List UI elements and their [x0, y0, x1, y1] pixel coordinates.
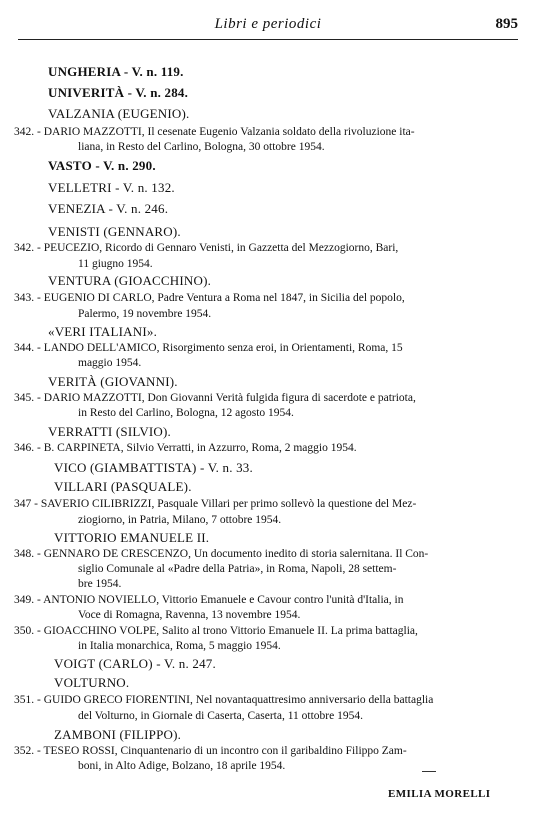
- signature-mark: [422, 771, 436, 772]
- index-heading-villari: VILLARI (PASQUALE).: [54, 479, 192, 494]
- index-heading-univerita: UNIVERITÀ - V. n. 284.: [48, 85, 189, 100]
- entry-line: 11 giugno 1954.: [78, 258, 153, 270]
- page-number: 895: [495, 16, 518, 32]
- index-heading-zamboni: ZAMBONI (FILIPPO).: [54, 727, 182, 742]
- entry-line: maggio 1954.: [78, 357, 142, 369]
- author-signature: EMILIA MORELLI: [388, 788, 491, 800]
- index-heading-valzania: VALZANIA (EUGENIO).: [48, 106, 190, 121]
- entry-line: Voce di Romagna, Ravenna, 13 novembre 1954.: [78, 609, 301, 621]
- entry-line: siglio Comunale al «Padre della Patria», in Roma, Napoli, 28 settem-: [78, 563, 397, 575]
- header-rule: [18, 39, 518, 40]
- entry-line: 344. - LANDO DELL'AMICO, Risorgimento senza eroi, in Orientamenti, Roma, 15: [14, 342, 403, 354]
- entry-line: bre 1954.: [78, 578, 122, 590]
- index-heading-ventura: VENTURA (GIOACCHINO).: [48, 273, 212, 288]
- index-heading-verratti: VERRATTI (SILVIO).: [48, 424, 171, 439]
- entry-line: 342. - DARIO MAZZOTTI, Il cesenate Eugenio Valzania soldato della rivoluzione ita-: [14, 126, 415, 138]
- entry-line: 342. - PEUCEZIO, Ricordo di Gennaro Venisti, in Gazzetta del Mezzogiorno, Bari,: [14, 242, 399, 254]
- entry-line: in Resto del Carlino, Bologna, 12 agosto 1954.: [78, 407, 294, 419]
- entry-line: 352. - TESEO ROSSI, Cinquantenario di un incontro con il garibaldino Filippo Zam-: [14, 745, 407, 757]
- entry-line: del Volturno, in Giornale di Caserta, Caserta, 11 ottobre 1954.: [78, 710, 363, 722]
- index-heading-vico: VICO (GIAMBATTISTA) - V. n. 33.: [54, 460, 253, 475]
- index-heading-velletri: VELLETRI - V. n. 132.: [48, 180, 175, 195]
- entry-line: Palermo, 19 novembre 1954.: [78, 308, 212, 320]
- entry-line: ziogiorno, in Patria, Milano, 7 ottobre 1954.: [78, 514, 282, 526]
- entry-line: liana, in Resto del Carlino, Bologna, 30 ottobre 1954.: [78, 141, 325, 153]
- running-title: Libri e periodici: [214, 16, 322, 32]
- entry-line: 343. - EUGENIO DI CARLO, Padre Ventura a Roma nel 1847, in Sicilia del popolo,: [14, 292, 405, 304]
- entry-line: 349. - ANTONIO NOVIELLO, Vittorio Emanuele e Cavour contro l'unità d'Italia, in: [14, 594, 404, 606]
- entry-line: 346. - B. CARPINETA, Silvio Verratti, in Azzurro, Roma, 2 maggio 1954.: [14, 442, 357, 454]
- index-heading-vasto: VASTO - V. n. 290.: [48, 158, 156, 173]
- entry-line: boni, in Alto Adige, Bolzano, 18 aprile 1954.: [78, 760, 286, 772]
- entry-line: in Italia monarchica, Roma, 5 maggio 1954.: [78, 640, 281, 652]
- index-heading-vittorio-emanuele: VITTORIO EMANUELE II.: [54, 530, 210, 545]
- index-heading-ungheria: UNGHERIA - V. n. 119.: [48, 64, 184, 79]
- index-heading-veri-italiani: «VERI ITALIANI».: [48, 324, 158, 339]
- index-heading-volturno: VOLTURNO.: [54, 675, 130, 690]
- entry-line: 350. - GIOACCHINO VOLPE, Salito al trono Vittorio Emanuele II. La prima battaglia,: [14, 625, 418, 637]
- entry-line: 351. - GUIDO GRECO FIORENTINI, Nel novantaquattresimo anniversario della battaglia: [14, 694, 434, 706]
- running-header: [18, 16, 518, 38]
- index-heading-voigt: VOIGT (CARLO) - V. n. 247.: [54, 656, 216, 671]
- entry-line: 347 - SAVERIO CILIBRIZZI, Pasquale Villari per primo sollevò la questione del Mez-: [14, 498, 417, 510]
- index-heading-venisti: VENISTI (GENNARO).: [48, 224, 181, 239]
- entry-line: 348. - GENNARO DE CRESCENZO, Un documento inedito di storia salernitana. Il Con-: [14, 548, 429, 560]
- index-heading-verita: VERITÀ (GIOVANNI).: [48, 374, 178, 389]
- index-heading-venezia: VENEZIA - V. n. 246.: [48, 201, 169, 216]
- entry-line: 345. - DARIO MAZZOTTI, Don Giovanni Verità fulgida figura di sacerdote e patriota,: [14, 392, 416, 404]
